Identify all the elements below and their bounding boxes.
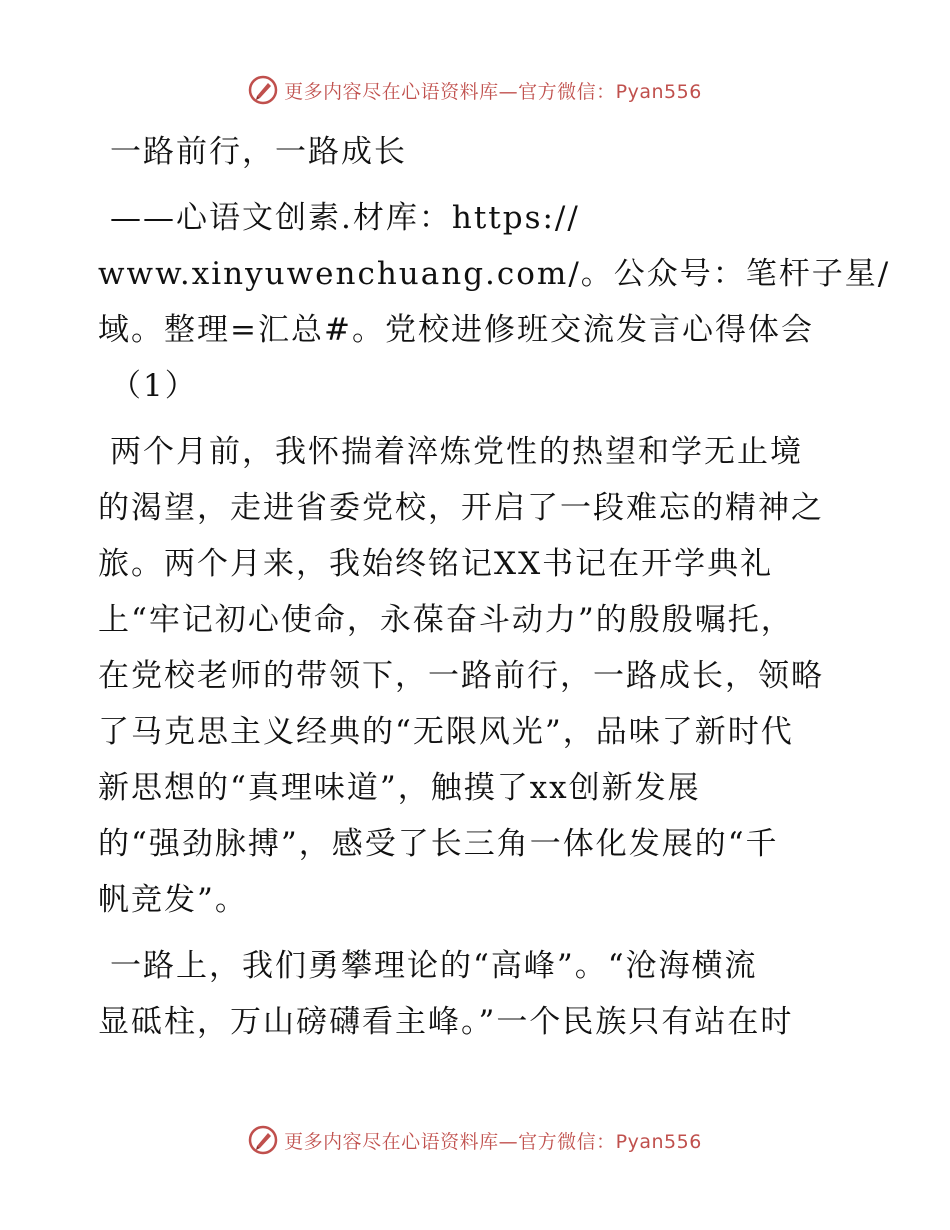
pen-logo-icon: [248, 75, 278, 105]
title-line: 一路前行，一路成长: [110, 134, 407, 170]
paragraph-line: 两个月前，我怀揣着淬炼党性的热望和学无止境: [110, 434, 803, 470]
banner-text: 更多内容尽在心语资料库—官方微信：Pyan556: [284, 80, 702, 103]
paragraph-line: 新思想的“真理味道”，触摸了xx创新发展: [98, 770, 701, 806]
footer-banner: [0, 1120, 950, 1160]
paragraph-line: 旅。两个月来，我始终铭记XX书记在开学典礼: [98, 546, 774, 582]
paragraph-line: 帆竞发”。: [98, 882, 248, 918]
header-banner: [0, 70, 950, 110]
banner-text: 更多内容尽在心语资料库—官方微信：Pyan556: [284, 1130, 702, 1153]
title-block: [98, 124, 891, 414]
paragraph-2: [98, 938, 858, 1050]
paragraph-line: 在党校老师的带领下，一路前行，一路成长，领略: [98, 658, 824, 694]
document-body: [98, 124, 891, 1050]
paragraph-line: 上“牢记初心使命，永葆奋斗动力”的殷殷嘱托，: [98, 602, 794, 638]
subtitle-line: www.xinyuwenchuang.com/。公众号：笔杆子星/: [98, 256, 891, 292]
paragraph-line: 了马克思主义经典的“无限风光”，品味了新时代: [98, 714, 794, 750]
subtitle-line: ——心语文创素.材库：https://: [110, 200, 580, 236]
paragraph-line: 的渴望，走进省委党校，开启了一段难忘的精神之: [98, 490, 824, 526]
paragraph-1: [98, 424, 858, 928]
paragraph-line: 一路上，我们勇攀理论的“高峰”。“沧海横流: [110, 948, 758, 984]
subtitle-line: 域。整理=汇总#。党校进修班交流发言心得体会: [98, 312, 814, 348]
pen-logo-icon: [248, 1125, 278, 1155]
paragraph-line: 的“强劲脉搏”，感受了长三角一体化发展的“千: [98, 826, 779, 862]
paragraph-line: 显砥柱，万山磅礴看主峰。”一个民族只有站在时: [98, 1004, 794, 1040]
subtitle-line: （1）: [110, 368, 198, 404]
